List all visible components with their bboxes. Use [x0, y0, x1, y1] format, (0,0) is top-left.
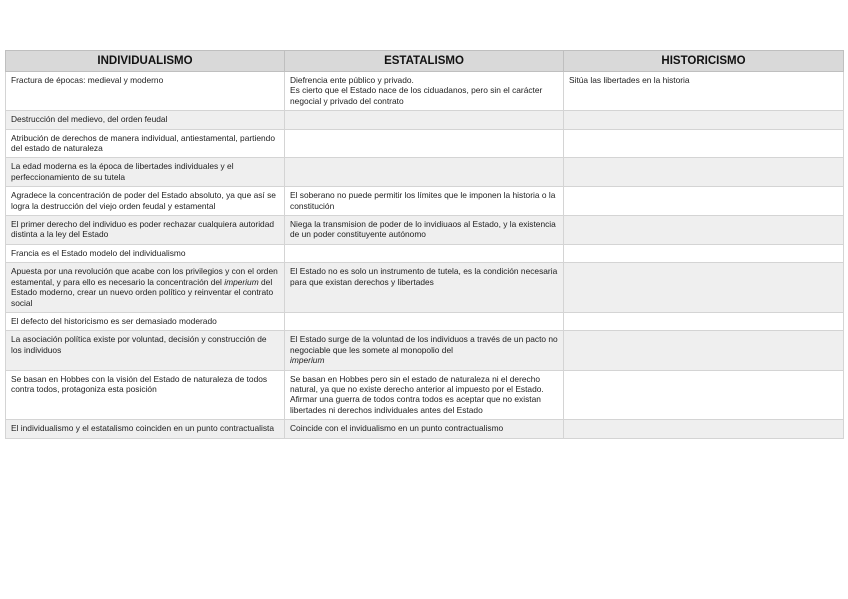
cell-historicismo — [564, 111, 844, 129]
cell-estatalismo — [285, 420, 564, 438]
cell-individualismo — [6, 331, 285, 370]
cell-historicismo — [564, 370, 844, 420]
cell-text: Francia es el Estado modelo del individualismo — [11, 247, 186, 258]
cell-text: Se basan en Hobbes con la visión del Estado de naturaleza de todos contra todos, protagoniza esta posición — [11, 373, 268, 394]
cell-historicismo — [564, 244, 844, 262]
table-row — [6, 331, 844, 370]
table-row — [6, 244, 844, 262]
cell-text: Apuesta por una revolución que acabe con los privilegios y con el orden estamental, y para ello es necesario la concentración del — [11, 266, 278, 287]
cell-historicismo — [564, 331, 844, 370]
table-row — [6, 263, 844, 313]
cell-individualismo — [6, 312, 285, 330]
table-row — [6, 216, 844, 245]
cell-estatalismo — [285, 216, 564, 245]
cell-historicismo — [564, 158, 844, 187]
cell-text: Diefrencia ente público y privado. — [290, 75, 414, 85]
cell-text: La asociación política existe por voluntad, decisión y construcción de los individuos — [11, 334, 267, 355]
cell-individualismo — [6, 72, 285, 111]
table-row — [6, 158, 844, 187]
cell-text: El defecto del historicismo es ser demasiado moderado — [11, 315, 217, 326]
cell-text: Destrucción del medievo, del orden feudal — [11, 114, 168, 125]
cell-estatalismo — [285, 263, 564, 313]
cell-estatalismo — [285, 187, 564, 216]
table-row — [6, 312, 844, 330]
cell-historicismo — [564, 216, 844, 245]
cell-text: El Estado surge de la voluntad de los individuos a través de un pacto no negociable que les somete al monopolio del — [290, 334, 558, 355]
cell-text: Agradece la concentración de poder del Estado absoluto, ya que así se logra la destrucción del viejo orden feudal y estamental — [11, 190, 276, 211]
cell-estatalismo — [285, 331, 564, 370]
cell-historicismo — [564, 72, 844, 111]
header-historicismo: HISTORICISMO — [564, 51, 844, 72]
cell-estatalismo — [285, 111, 564, 129]
header-estatalismo: ESTATALISMO — [285, 51, 564, 72]
table-row — [6, 72, 844, 111]
cell-individualismo — [6, 158, 285, 187]
cell-text: Es cierto que el Estado nace de los ciduadanos, pero sin el carácter negocial y privado del contrato — [290, 85, 543, 106]
cell-text: El primer derecho del individuo es poder rechazar cualquiera autoridad distinta a la ley del Estado — [11, 219, 275, 240]
cell-historicismo — [564, 129, 844, 158]
cell-historicismo — [564, 263, 844, 313]
cell-text: Sitúa las libertades en la historia — [569, 75, 690, 85]
cell-historicismo — [564, 312, 844, 330]
cell-text: Niega la transmision de poder de lo invidiuaos al Estado, y la existencia de un poder constituyente autónomo — [290, 219, 556, 240]
header-row — [6, 51, 844, 72]
cell-individualismo — [6, 370, 285, 420]
cell-estatalismo — [285, 312, 564, 330]
table-row — [6, 111, 844, 129]
cell-individualismo — [6, 244, 285, 262]
cell-individualismo — [6, 129, 285, 158]
cell-estatalismo — [285, 158, 564, 187]
cell-text-emphasis: imperium — [290, 355, 325, 366]
table-row — [6, 420, 844, 438]
comparison-table-container — [5, 50, 843, 439]
cell-text: Fractura de épocas: medieval y moderno — [11, 75, 164, 85]
cell-text: del Estado moderno, crear un nuevo orden político y reinventar el contrato social — [11, 276, 274, 308]
cell-individualismo — [6, 111, 285, 129]
cell-historicismo — [564, 187, 844, 216]
cell-historicismo — [564, 420, 844, 438]
cell-text: El Estado no es solo un instrumento de tutela, es la condición necesaria para que existan derechos y libertades — [290, 266, 558, 287]
cell-individualismo — [6, 420, 285, 438]
cell-estatalismo — [285, 370, 564, 420]
table-row — [6, 370, 844, 420]
table-row — [6, 129, 844, 158]
table-row — [6, 187, 844, 216]
cell-estatalismo — [285, 129, 564, 158]
cell-individualismo — [6, 263, 285, 313]
comparison-table — [5, 50, 844, 439]
cell-text: Se basan en Hobbes pero sin el estado de naturaleza ni el derecho natural, ya que no existe derecho anterior al impuesto por el Estado. Afirmar una guerra de todos contra todos es aceptar que no existan libertades ni derechos individuales antes del Estado — [290, 373, 544, 415]
cell-text: Coincide con el invidualismo en un punto contractualismo — [290, 423, 504, 434]
header-individualismo: INDIVIDUALISMO — [6, 51, 285, 72]
cell-text-emphasis: imperium — [224, 276, 259, 287]
cell-text: El individualismo y el estatalismo coinciden en un punto contractualista — [11, 423, 275, 434]
cell-text: La edad moderna es la época de libertades individuales y el perfeccionamiento de su tutela — [11, 161, 234, 182]
cell-text: El soberano no puede permitir los límites que le imponen la historia o la constitución — [290, 190, 556, 211]
cell-estatalismo — [285, 244, 564, 262]
cell-estatalismo — [285, 72, 564, 111]
cell-individualismo — [6, 216, 285, 245]
cell-text: Atribución de derechos de manera individual, antiestamental, partiendo del estado de naturaleza — [11, 132, 275, 154]
cell-individualismo — [6, 187, 285, 216]
